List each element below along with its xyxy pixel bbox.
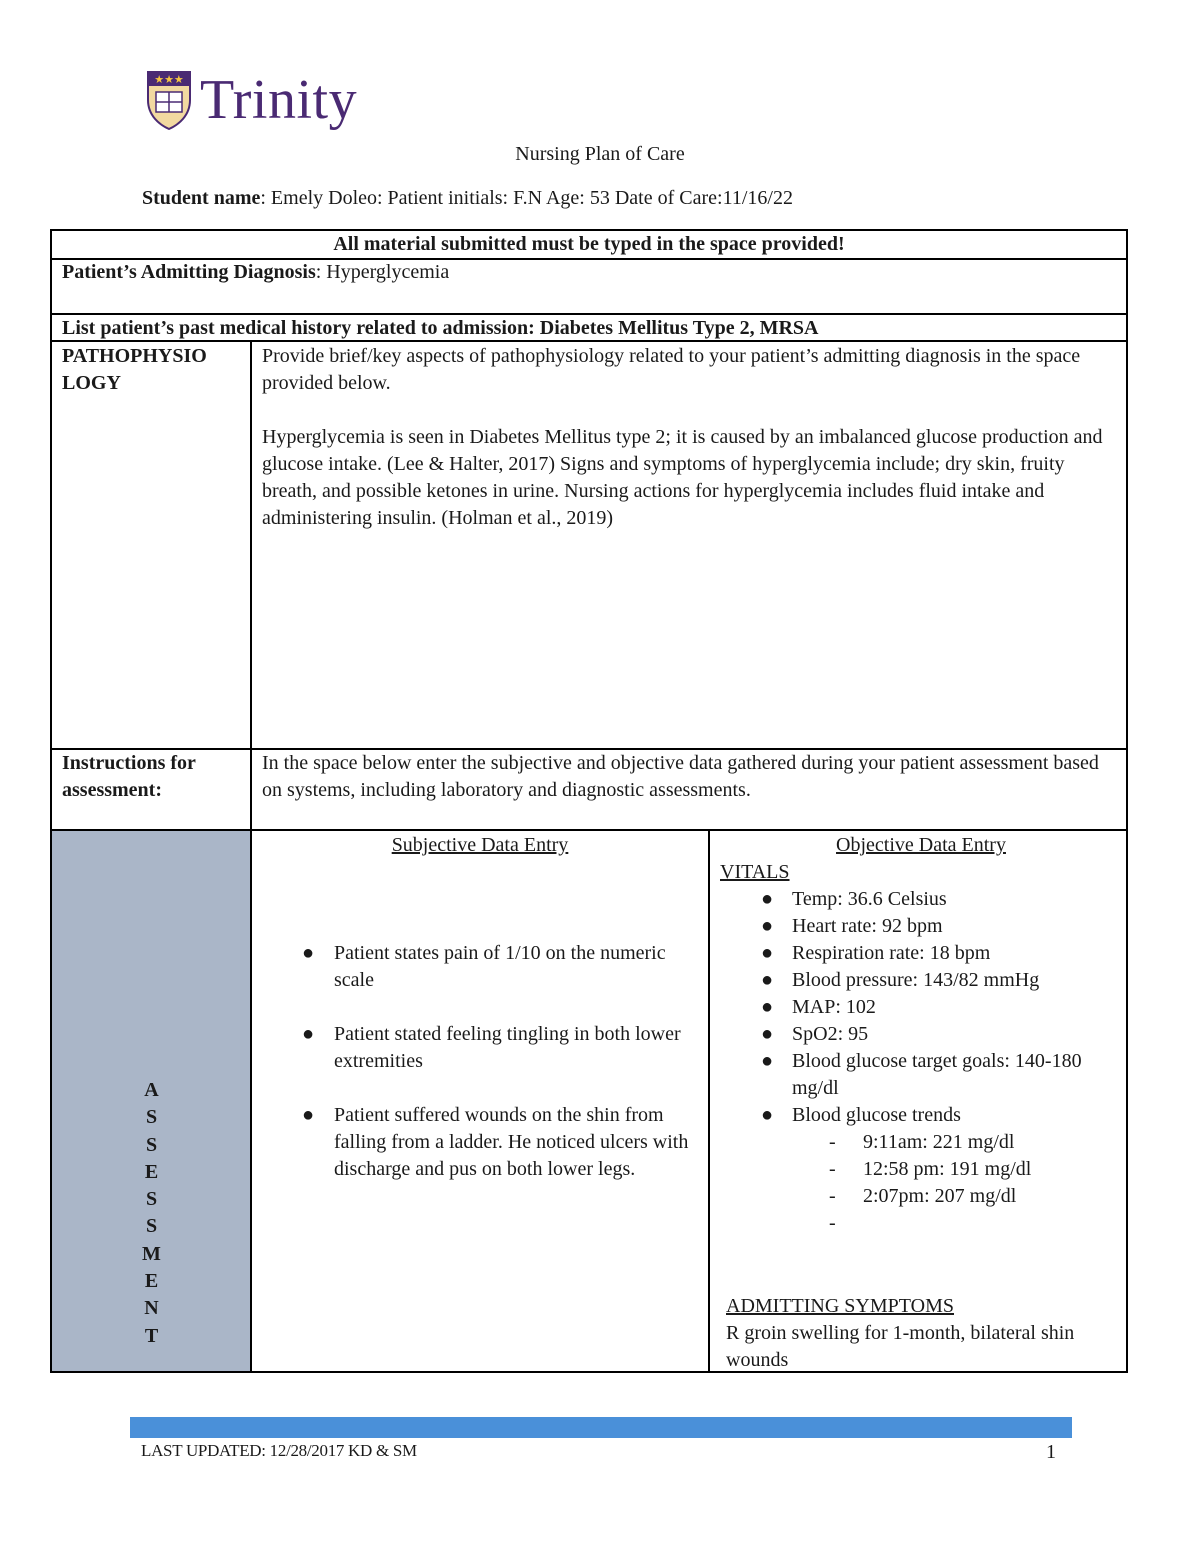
dash-icon: - [829,1158,836,1180]
shield-icon [146,70,192,130]
assessment-letter: N [144,1297,159,1320]
vitals-heading: VITALS [720,861,790,883]
subjective-item-text: Patient states pain of 1/10 on the numeric scale [334,942,666,991]
bullet-icon: ● [302,942,315,964]
list-item [712,940,1126,967]
trinity-logo [146,70,357,130]
bullet-icon: ● [761,996,774,1018]
student-info-value: : Emely Doleo: Patient initials: F.N Age: 53 Date of Care:11/16/22 [260,187,793,209]
trend-text [863,1212,868,1234]
assessment-letter: S [145,1133,158,1156]
objective-heading: Objective Data Entry [836,834,1006,856]
list-item [712,1048,1126,1102]
notice-text: All material submitted must be typed in the space provided! [333,233,845,255]
bullet-icon: ● [761,1050,774,1072]
instructions-label: Instructions for assessment: [62,752,196,801]
pathophysiology-label-line-2: LOGY [62,372,121,394]
bullet-icon: ● [761,1023,774,1045]
admitting-diagnosis-value: : Hyperglycemia [315,261,450,283]
assessment-letter: E [144,1270,159,1293]
assessment-letter: S [145,1215,158,1238]
pathophysiology-text: Hyperglycemia is seen in Diabetes Mellitus type 2; it is caused by an imbalanced glucose production and glucose intake. (Lee & Halter, 2017) Signs and symptoms of hyperglycemia include; dry skin, fruity breath, and possible ketones in urine. Nursing actions for hyperglycemia includes fluid intake and administering insulin. (Holman et al., 2019) [262,426,1103,529]
list-item [252,1021,708,1075]
row-divider [52,829,1126,831]
pathophysiology-content [262,343,1120,532]
admitting-diagnosis-label: Patient’s Admitting Diagnosis [62,261,316,283]
list-item [252,940,708,994]
bullet-icon: ● [302,1023,315,1045]
footer-bar [130,1417,1072,1438]
list-item [712,1210,1126,1237]
vital-text: Respiration rate: 18 bpm [792,942,991,964]
student-name-label: Student name [142,187,261,209]
bullet-icon: ● [761,969,774,991]
glucose-trends-list [712,1129,1126,1237]
list-item [712,1183,1126,1210]
vital-text: Blood pressure: 143/82 mmHg [792,969,1040,991]
trend-text: 9:11am: 221 mg/dl [863,1131,1015,1153]
bullet-icon: ● [761,1104,774,1126]
pathophysiology-label [62,343,242,397]
subjective-list [252,940,708,1183]
brand-name: Trinity [200,69,358,131]
list-item [252,1102,708,1183]
list-item [712,1102,1126,1129]
vital-text: MAP: 102 [792,996,876,1018]
vital-text: Blood glucose target goals: 140-180 mg/dl [792,1050,1082,1099]
column-divider [708,830,710,1371]
assessment-vertical-label [52,1077,251,1350]
assessment-letter: T [144,1324,159,1347]
student-info [142,187,793,210]
admitting-diagnosis [62,259,1122,286]
list-item [712,1021,1126,1048]
subjective-heading: Subjective Data Entry [391,834,569,856]
bullet-icon: ● [302,1104,315,1126]
subjective-column [252,832,708,1183]
vital-text: Temp: 36.6 Celsius [792,888,947,910]
assessment-letter: E [144,1160,159,1183]
page-title: Nursing Plan of Care [515,143,685,165]
list-item [712,886,1126,913]
admitting-symptoms-text: R groin swelling for 1-month, bilateral shin wounds [726,1322,1075,1371]
admitting-symptoms-heading: ADMITTING SYMPTOMS [726,1295,954,1317]
dash-icon: - [829,1131,836,1153]
bullet-icon: ● [761,915,774,937]
trend-text: 2:07pm: 207 mg/dl [863,1185,1017,1207]
medical-history: List patient’s past medical history related to admission: Diabetes Mellitus Type 2, MRSA [62,317,819,339]
footer-updated: LAST UPDATED: 12/28/2017 KD & SM [141,1441,417,1460]
assessment-letter: M [142,1242,161,1265]
list-item [712,1156,1126,1183]
instructions-text: In the space below enter the subjective and objective data gathered during your patient assessment based on systems, including laboratory and diagnostic assessments. [262,752,1099,801]
bullet-icon: ● [761,942,774,964]
vital-text: Heart rate: 92 bpm [792,915,943,937]
svg-text:★★★: ★★★ [154,73,184,86]
care-plan-form [50,229,1128,1373]
list-item [712,913,1126,940]
vital-text: SpO2: 95 [792,1023,869,1045]
vital-text: Blood glucose trends [792,1104,961,1126]
assessment-letter: S [145,1106,158,1129]
pathophysiology-prompt: Provide brief/key aspects of pathophysiology related to your patient’s admitting diagnosis in the space provided below. [262,345,1081,394]
list-item [712,967,1126,994]
objective-column [720,832,1126,1374]
subjective-item-text: Patient suffered wounds on the shin from falling from a ladder. He noticed ulcers with discharge and pus on both lower legs. [334,1104,689,1180]
pathophysiology-label-line-1: PATHOPHYSIO [62,345,207,367]
assessment-letter: S [145,1188,158,1211]
vitals-list [712,886,1126,1129]
subjective-item-text: Patient stated feeling tingling in both lower extremities [334,1023,681,1072]
dash-icon: - [829,1185,836,1207]
dash-icon: - [829,1212,836,1234]
page-number: 1 [1046,1441,1056,1463]
trend-text: 12:58 pm: 191 mg/dl [863,1158,1032,1180]
list-item [712,994,1126,1021]
bullet-icon: ● [761,888,774,910]
assessment-letter: A [144,1079,159,1101]
list-item [712,1129,1126,1156]
